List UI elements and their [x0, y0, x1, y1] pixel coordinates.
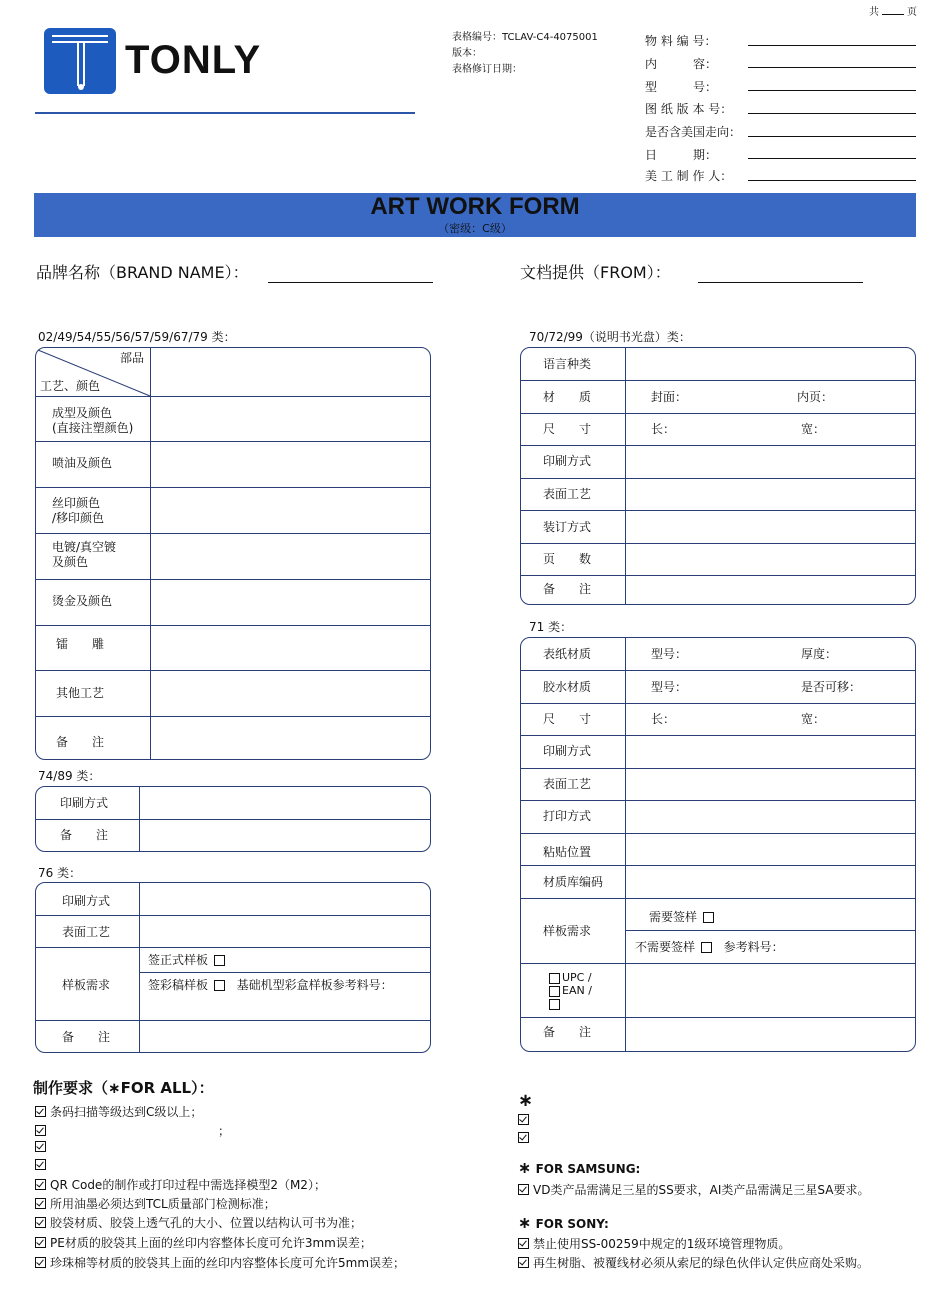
checked-box-icon [35, 1257, 46, 1268]
right-req-empty-2 [518, 1131, 533, 1145]
ean-checkbox[interactable] [549, 986, 560, 997]
checked-box-icon [518, 1238, 529, 1249]
req-text: QR Code的制作或打印过程中需选择模型2（M2）； [50, 1178, 326, 1192]
row-molding: 成型及颜色 (直接注塑颜色) [52, 406, 134, 435]
upc-label: UPC / [562, 971, 592, 984]
form-version: 版本： [452, 48, 482, 59]
req-text: ； [50, 1124, 231, 1138]
r1-width-label: 宽： [801, 422, 826, 436]
artist-field[interactable] [748, 180, 916, 181]
r2-removable-label: 是否可移： [801, 680, 862, 694]
req-item [35, 1214, 362, 1231]
r2-model2-label: 型号： [651, 680, 688, 694]
page-counter-prefix: 共 [869, 7, 879, 18]
sec2-print: 印刷方式 [60, 796, 109, 810]
sony-item [518, 1254, 948, 1271]
row-spray: 喷油及颜色 [52, 456, 113, 470]
req-item [35, 1103, 202, 1120]
need-sample-checkbox[interactable] [703, 912, 714, 923]
checked-box-icon [35, 1159, 46, 1170]
right-sec1-table [520, 347, 916, 605]
left-sec2-table [35, 786, 431, 852]
r2-print: 印刷方式 [543, 744, 592, 758]
sample-formal-label: 签正式样板 [148, 953, 209, 967]
sample-formal-checkbox[interactable] [214, 955, 225, 966]
req-text: 珍珠棉等材质的胶袋其上面的丝印内容整体长度可允许5mm误差； [50, 1256, 406, 1270]
us-routing-field[interactable] [748, 136, 916, 137]
row-remark: 备 注 [56, 735, 105, 749]
form-meta [452, 30, 598, 78]
req-item [35, 1140, 50, 1154]
page-counter [869, 3, 917, 18]
ean-label: EAN / [562, 984, 592, 997]
brand-label: 品牌名称（BRAND NAME）： [36, 263, 249, 282]
r1-inner-label: 内页： [797, 390, 834, 404]
samsung-heading [518, 1158, 640, 1177]
sample-formal [148, 953, 227, 968]
req-text: PE材质的胶袋其上面的丝印内容整体长度可允许3mm误差； [50, 1236, 372, 1250]
checked-box-icon [518, 1257, 529, 1268]
no-sample-label: 不需要签样 [635, 940, 696, 954]
req-item [35, 1234, 372, 1251]
sample-ref-label: 基础机型彩盒样板参考料号： [236, 978, 393, 992]
sony-text: 禁止使用SS-00259中规定的1级环境管理物质。 [533, 1237, 791, 1251]
page-counter-suffix: 页 [907, 7, 917, 18]
sony-text: 再生树脂、被覆线材必须从索尼的绿色伙伴认定供应商处采购。 [533, 1256, 870, 1270]
r1-material: 材 质 [543, 390, 592, 404]
r2-model-label: 型号： [651, 647, 688, 661]
r1-print: 印刷方式 [543, 454, 592, 468]
r1-size: 尺 寸 [543, 422, 592, 436]
sample-color-label: 签彩稿样板 [148, 978, 209, 992]
logo-name: TONLY [125, 38, 262, 82]
r2-width-label: 宽： [801, 712, 826, 726]
sony-heading [518, 1213, 609, 1232]
no-sample-checkbox[interactable] [701, 942, 712, 953]
r2-surface: 表面工艺 [543, 777, 592, 791]
checked-box-icon [35, 1106, 46, 1117]
header-process: 工艺、颜色 [40, 379, 101, 393]
from-field[interactable] [698, 282, 863, 283]
form-number: 表格编号：TCLAV-C4-4075001 [452, 32, 598, 43]
r2-glue: 胶水材质 [543, 680, 592, 694]
r2-size: 尺 寸 [543, 712, 592, 726]
material-no-field[interactable] [748, 45, 916, 46]
checked-box-icon [35, 1141, 46, 1152]
sample-color-checkbox[interactable] [214, 980, 225, 991]
content-label: 内 容： [645, 57, 718, 71]
r2-remark: 备 注 [543, 1025, 592, 1039]
req-item [35, 1158, 50, 1172]
model-label: 型 号： [645, 80, 718, 94]
req-star-icon: ∗ [108, 1079, 121, 1097]
left-sec2-title: 74/89 类： [38, 769, 101, 783]
right-req-star-icon: ∗ [518, 1090, 534, 1111]
r1-surface: 表面工艺 [543, 487, 592, 501]
sony-star-icon: ∗ [518, 1213, 532, 1232]
left-sec3-table [35, 882, 431, 1053]
artist-label: 美 工 制 作 人： [645, 169, 733, 183]
sec3-remark: 备 注 [62, 1030, 111, 1044]
r2-printing-method: 打印方式 [543, 809, 592, 823]
from-label: 文档提供（FROM）： [520, 263, 671, 282]
row-silkscreen: 丝印颜色 /移印颜色 [52, 496, 105, 525]
checked-box-icon [35, 1179, 46, 1190]
r2-length-label: 长： [651, 712, 676, 726]
samsung-item [518, 1181, 869, 1198]
drawing-version-label: 图 纸 版 本 号： [645, 102, 733, 116]
samsung-title: FOR SAMSUNG: [535, 1162, 641, 1176]
need-sample [649, 910, 716, 925]
title-banner [34, 193, 916, 237]
sec2-remark: 备 注 [60, 828, 109, 842]
r2-sample: 样板需求 [543, 924, 592, 938]
content-field[interactable] [748, 67, 916, 68]
sec3-sample: 样板需求 [62, 978, 111, 992]
r1-remark: 备 注 [543, 582, 592, 596]
checked-box-icon [518, 1184, 529, 1195]
upc-checkbox[interactable] [549, 973, 560, 984]
sec3-print: 印刷方式 [62, 894, 111, 908]
material-no-label: 物 料 编 号： [645, 34, 717, 48]
r2-position: 粘贴位置 [543, 845, 592, 859]
req-text: 胶袋材质、胶袋上透气孔的大小、位置以结构认可书为准； [50, 1216, 363, 1230]
checked-box-icon [35, 1125, 46, 1136]
row-laser: 镭 雕 [56, 637, 105, 651]
brand-field[interactable] [268, 282, 433, 283]
r2-cover-material: 表纸材质 [543, 647, 592, 661]
form-subtitle: （密级：C级） [438, 222, 512, 235]
header-rule [35, 112, 415, 114]
req-text: 所用油墨必须达到TCL质量部门检测标准； [50, 1197, 276, 1211]
req-text: 条码扫描等级达到C级以上； [50, 1105, 203, 1119]
barcode-options [547, 971, 592, 1010]
form-revision-date: 表格修订日期： [452, 64, 522, 75]
date-label: 日 期： [645, 148, 718, 162]
no-sample [635, 940, 784, 955]
row-other: 其他工艺 [56, 686, 105, 700]
right-sec2-table [520, 637, 916, 1052]
right-sec1-title: 70/72/99（说明书光盘）类： [529, 330, 691, 344]
checked-box-icon [35, 1237, 46, 1248]
header-part: 部品 [120, 351, 145, 365]
need-sample-label: 需要签样 [649, 910, 698, 924]
date-field[interactable] [748, 158, 916, 159]
r1-pages: 页 数 [543, 552, 592, 566]
samsung-text: VD类产品需满足三星的SS要求，AI类产品需满足三星SA要求。 [533, 1183, 870, 1197]
req-item [35, 1122, 230, 1139]
r2-thickness-label: 厚度： [801, 647, 838, 661]
r1-binding: 装订方式 [543, 520, 592, 534]
req-item [35, 1195, 276, 1212]
drawing-version-field[interactable] [748, 113, 916, 114]
sony-title: FOR SONY: [535, 1217, 609, 1231]
requirements-title [33, 1077, 214, 1098]
sony-item [518, 1235, 790, 1252]
left-sec3-title: 76 类： [38, 866, 82, 880]
sec3-surface: 表面工艺 [62, 925, 111, 939]
other-barcode-checkbox[interactable] [549, 999, 560, 1010]
left-sec1-table [35, 347, 431, 760]
ref-no-label: 参考料号： [723, 940, 784, 954]
r1-language: 语言种类 [543, 357, 592, 371]
sample-color [148, 978, 393, 993]
model-field[interactable] [748, 90, 916, 91]
form-title: ART WORK FORM [370, 193, 580, 220]
checked-box-icon [35, 1198, 46, 1209]
req-title-text: 制作要求（ [33, 1079, 109, 1097]
checked-box-icon [35, 1217, 46, 1228]
tonly-logo-icon [44, 28, 116, 94]
left-sec1-title: 02/49/54/55/56/57/59/67/79 类： [38, 330, 236, 344]
row-hot-stamp: 烫金及颜色 [52, 594, 113, 608]
right-sec2-title: 71 类： [529, 620, 573, 634]
us-routing-label: 是否含美国走向： [645, 125, 742, 139]
checked-box-icon [518, 1114, 529, 1125]
req-item [35, 1176, 326, 1193]
r1-cover-label: 封面： [651, 390, 688, 404]
r1-length-label: 长： [651, 422, 676, 436]
row-plating: 电镀/真空镀 及颜色 [52, 540, 117, 569]
r2-material-code: 材质库编码 [543, 875, 604, 889]
req-title-rest: FOR ALL）： [120, 1079, 214, 1097]
right-req-empty-1 [518, 1113, 533, 1127]
checked-box-icon [518, 1132, 529, 1143]
req-item [35, 1254, 405, 1271]
samsung-star-icon: ∗ [518, 1158, 532, 1177]
